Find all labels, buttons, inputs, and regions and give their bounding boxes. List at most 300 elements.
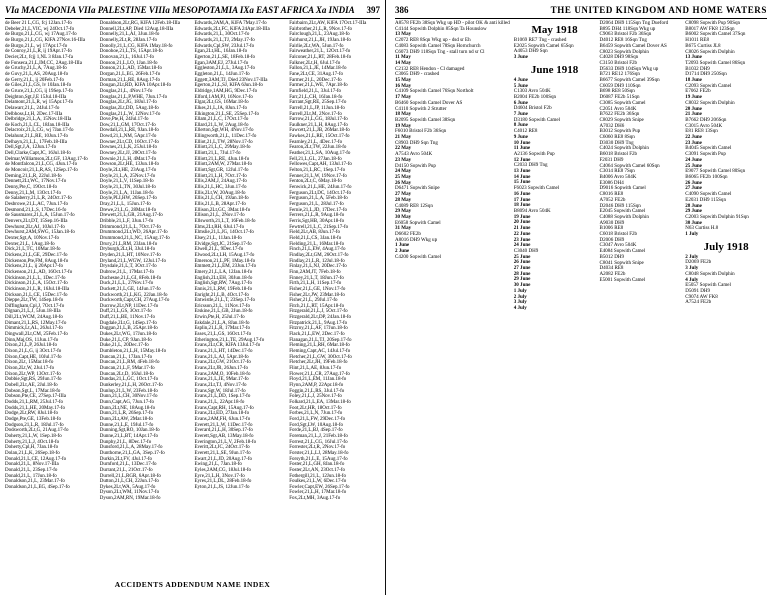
index-entry: Eskdale,21,L,A, 8Jan.18-fo [194, 320, 250, 326]
index-entry: Drimmond,21,L,L, 7Oct.17-fo [99, 224, 161, 230]
date-heading: 13 May [395, 31, 412, 38]
index-entry: Elms,2Lt,RH, 6Jul.17-fo [194, 224, 245, 230]
index-entry: Delacroix,21,L,CG, wj 7Jan.17-fo [5, 128, 74, 134]
accident-entry: C9063 Bristol F2b 36Sqn [599, 31, 652, 38]
index-entry: Doherty,21,L,J, 4Oct.18-fo [5, 439, 60, 445]
index-entry: Ellis,21,L,HC, 3Jun.17-fo [194, 185, 247, 191]
index-entry: Downey,2Lt,JJ, 20Oct.17-fo [99, 151, 157, 157]
page-number: 386 [395, 5, 409, 15]
accident-entry: A8016 DH9 Wkg up [395, 236, 438, 243]
accident-entry: B6002 Sopwith Camel 37Sqn [685, 31, 746, 38]
accident-entry: C2072 RE8 8Sqn Wkg up - dsd sr Eh [395, 37, 471, 44]
date-heading: 3 July [513, 299, 527, 306]
index-entry: Fowler,Capt,EW, 26Sep.17-fo [289, 484, 350, 490]
date-heading: 31 May [395, 225, 412, 232]
accident-entry: E2025 Sopwith Camel 65Sqn [513, 42, 574, 49]
date-heading: 28 June [513, 270, 531, 277]
index-entry: Finlay,21,L,NJ, 20Dec.17-fo [289, 264, 347, 270]
index-entry: Foster,2Lt,AN, 23Oct.17-fo [289, 467, 346, 473]
accident-entry: C2093 Sopwith Camel [685, 82, 732, 89]
date-heading: 30 May [395, 213, 412, 220]
accident-entry: B5012 DH9 [599, 253, 625, 260]
index-entry: Dunlop,21,L,W, 23Feb.18-fo [99, 388, 158, 394]
accident-entry: D5091 DH9 [685, 287, 711, 294]
index-entry: Dickinson,21,L,L, 1Dec.17-fo [5, 275, 66, 281]
index-entry: Dunne,21,L,BT, 14Apr.17-fo [99, 433, 158, 439]
index-entry: de Gruce,21,L,CG, ij 19Sep.17-fo [5, 88, 74, 94]
accident-entry: B2095 Sopwith Camel 38Sqn [395, 116, 456, 123]
index-entry: Downer,2Lt,CD, 16Oct.17-fo [99, 139, 159, 145]
index-entry: Dodge,Pte,GE, 13Feb.18-fo [5, 416, 61, 422]
accident-entry: C3047 Avro 504K [599, 242, 637, 249]
index-entry: Dove,Pte,H, 24Jul.17-fo [99, 117, 149, 123]
index-entry: Floyd,21,L,EM, 11Jan.18-fo [289, 377, 347, 383]
index-entry: Fairweather,21,L, 12Oct.17-fo [289, 49, 351, 55]
accident-entry: C6059 DH9 110Sqn [599, 82, 641, 89]
index-entry: Dixon,2Lt,W, 2Jul.17-fo [5, 366, 55, 372]
index-entry: Fallon,21,L,JE, 14Mar.18-fo [289, 66, 347, 72]
index-entry: Faulkner,21,L,H, 8Aug.17-fo [289, 122, 348, 128]
accident-column [685, 21, 767, 312]
index-entry: de Moncoir,21,L,R,AS, 12Sep.17-fo [5, 168, 78, 174]
accident-entry: C3085 Sopwith Camel [599, 99, 646, 106]
index-entry: de Gerry,21,L, ij 20Feb.17-fo [5, 77, 64, 83]
accident-column [395, 21, 510, 312]
index-entry: de Burgo,21,L, wj 17Apr.17-fo [5, 43, 68, 49]
index-entry: Dundas,21,L,GC, 1Oct.17-fo [99, 377, 159, 383]
date-heading: 16 May [395, 82, 412, 89]
index-entry: Fenton,2Lt,C, 6May.18-fo [289, 179, 342, 185]
index-entry: Emmett,21,L,EM, 23Jun.17-fo [194, 264, 257, 270]
date-heading: 8 June [513, 122, 528, 129]
index-entry: de Giles,21,L,GS, lv 10Jan.18-fo [5, 83, 72, 89]
accident-entry: C4064 Sopwith Camel 60Sqn [599, 162, 660, 169]
accident-entry: D3180 Sopwith Camel [513, 116, 560, 123]
accident-entry: B6677 Sopwith Camel 39Sqn [599, 77, 660, 84]
accident-entry: B6460 Sopwith Camel Dover AS [395, 99, 463, 106]
index-entry: Dow,21,L,GM, 17Oct.17-fo [99, 122, 156, 128]
accident-entry: A2136 Sopwith Pup [513, 150, 555, 157]
date-heading: 11 June [513, 145, 531, 152]
accident-entry: C3014 RE8 7Sqn [599, 168, 635, 175]
accident-entry: D4012 RE8 16Sqn Tng [599, 37, 647, 44]
index-entry: Eyres,21,L,DL, 28Feb.18-fo [194, 479, 252, 485]
page-footer: ACCIDENTS ADDENDUM NAME INDEX [114, 580, 271, 589]
index-entry: Elsey,21,L, 11Jan.18-fo [194, 235, 242, 241]
index-entry: Durrant,21,L, 21Oct.17-fo [99, 467, 153, 473]
date-heading: 30 June [685, 219, 702, 226]
index-entry: Delamont,21,L,R, wj 15Apr.17-fo [5, 100, 74, 106]
accident-entry: E9077 Sopwith Camel 80Sqn [685, 168, 746, 175]
index-entry: Egerton,21,L,SJ, KlFA 6Jun.18-fo [194, 83, 263, 89]
accident-entry: F6010 Bristol F2b 36Sqn [395, 128, 447, 135]
page-title: THE UNITED KINGDOM AND HOME WATERS [550, 5, 767, 15]
index-entry: Ellerton,Sgt,WH, 4Nov.17-fo [194, 128, 254, 134]
index-entry: Dolan,21,L,K, 26Sep.18-fo [5, 450, 60, 456]
index-entry: Dixon,2Lt, 15Mar.18-fo [5, 360, 54, 366]
accident-entry: C3040 DH9 [513, 247, 539, 254]
accident-entry: C2051 Avro 504K [599, 105, 637, 112]
index-entry: Drummond,21,L,NC, 15Aug.17-fo [99, 235, 170, 241]
index-entry: Doyle,PLI,HW, 26Sep.17-fo [99, 196, 157, 202]
index-entry: Fairclough,21,L, 23Aug.18-fo [289, 32, 350, 38]
index-entry: Edwards,2AM,A, KlFA 7May.17-fo [194, 21, 267, 26]
index-entry: Dunsford,21,L,A, 28May.17-fo [99, 445, 163, 451]
index-entry: Emery,21,L,LA, 12Jan.18-fo [194, 269, 253, 275]
date-heading: 22 June [513, 230, 531, 237]
accident-entry: C6060 RE8 8Sqn [599, 134, 635, 141]
index-entry: Forsyth,21,L,E, 15Aug.17-fo [289, 456, 348, 462]
index-entry: Enright,21,L,B, 4Oct.17-fo [194, 292, 249, 298]
index-entry: Ellingworth,21,L, 11Dec.17-fo [194, 134, 257, 140]
accident-entry: C3091 Sopwith Pup [685, 151, 726, 158]
accident-entry: E4084 Sopwith Camel [599, 248, 646, 255]
accident-entry: B7622 FE2b 36Sqn [599, 111, 640, 118]
index-entry: Flynn,2AM,P, 22Apr.18-fo [289, 383, 344, 388]
accident-entry: C1303 Avro 504K [513, 88, 551, 95]
index-entry: Eggleton,21,L, 14Jun.17-fo [194, 71, 250, 77]
index-entry: Dyson,2AM,RN, 19Mar.18-fo [99, 496, 161, 502]
date-heading: 15 May [395, 77, 412, 84]
index-entry: Doyle,21,L,A, 11Jan.18-fo [99, 190, 154, 196]
index-entry: de Beer 21 L,CG, fcj 12Jan.17-fo [5, 21, 72, 26]
date-heading: 24 May [395, 168, 412, 175]
index-entry: Duff,21,L,BE, 11Nov.17-fo [99, 315, 155, 321]
accident-entry: B895 DH4 118Sqn Wkg up [599, 25, 656, 32]
date-heading: 15 June [513, 179, 531, 186]
index-entry: Dutton,21,L,CH, 22Jun.17-fo [99, 479, 159, 485]
index-entry: Duncan,21,L,RM, 4Feb.18-fo [99, 360, 160, 366]
index-entry: Evans,2Lt,JR, 26Jun.17-fo [194, 366, 248, 372]
index-entry: Donaldson,21,L,EG, 4Sep.17-fo [5, 484, 70, 490]
index-entry: Flanagan,21,L,TJ, 20Sep.17-fo [289, 337, 352, 343]
index-entry: Farrow,21,L,GG, 18Jul.17-fo [289, 117, 348, 123]
index-entry: Edwards,21,L,TJ, 2May.17-fo [194, 37, 255, 43]
index-entry: Ellis,2AM,J, 24Aug.17-fo [194, 179, 247, 185]
accident-entry: N63 Curtiss H.8 [685, 225, 719, 232]
index-entry: Delawarr,21,L, 24Jul.17-fo [5, 105, 60, 111]
accident-entry: B8094 Avro 504K [513, 207, 551, 214]
index-entry: Decier,2Lt, fcjj 1,NL 3 8Jan.17-fa [5, 54, 73, 60]
index-entry: Dickens,21,L,GE, 29Dec.17-fo [5, 252, 68, 258]
index-entry: Evans,21,L,JE, 9Mar.17-fo [194, 377, 249, 383]
index-entry: Dyson,2Lt,WM, 11Nov.17-fo [99, 490, 160, 496]
index-entry: Ferguson,2Lt,DC, 14Oct.17-fo [289, 190, 351, 196]
index-entry: Desmond,21,L,S, 17Dec.16-fo [5, 207, 67, 213]
index-entry: Foreman,21,L,J, 21Feb.18-fo [289, 433, 348, 439]
index-entry: Farnfield,21,L, 3Jul.17-fo [289, 88, 342, 94]
index-entry: Ennis,21,L,RW, 19Feb.18-fo [194, 286, 253, 292]
index-entry: Dunkerley,21,L,H, 26Oct.17-fo [99, 383, 163, 388]
date-heading: 28 May [395, 196, 412, 203]
index-entry: Elvidge,Sgt,JC, 21Sep.17-fo [194, 241, 252, 247]
accident-entry: B675 Curtiss JL8 [685, 42, 721, 49]
date-heading: 29 June [685, 208, 702, 215]
index-entry: Dickenson,Pte,FM, 8Aug.18-fo [5, 258, 69, 264]
date-heading: 29 May [395, 208, 412, 215]
index-entry: Elliott,21,L, 7Jul.17-fo [194, 151, 241, 157]
index-entry: Essex,21,L,GS, 16Oct.17-fo [194, 332, 252, 338]
index-entry: Elliot,21,L,TW, 28Nov.17-fo [194, 139, 253, 145]
index-entry: Egan,2Lt,HL, 16Jan.18-fo [194, 49, 248, 55]
index-entry: Doyle,21,L,TN, 30Jul.18-fo [99, 185, 156, 191]
date-heading: 16 June [513, 190, 531, 197]
index-entry: Evans,2AM,FH, 6Jun.17-fo [194, 416, 251, 422]
index-entry: Duckworth,Capt,CH, 27Aug.17-fo [99, 298, 170, 304]
index-entry: Falkner,2Lt,H, 6Jul.17-fo [289, 60, 341, 66]
left-page [0, 0, 386, 595]
index-entry: Ellard,21,L,W, 2Aug.18-fo [194, 122, 249, 128]
accident-entry: D2006 DH9 [599, 236, 625, 243]
index-entry: Ericsson,21,L, 11Nov.17-fo [194, 303, 250, 309]
index-entry: English,2Lt,EH, 30Jun.18-fo [194, 275, 253, 281]
accident-entry: D4034 RE8 [599, 265, 624, 272]
index-entry: Elkes,21,L,JA, 8Jun.17-fo [194, 105, 247, 111]
right-accident-columns [395, 21, 767, 312]
index-entry: Durkin,2Lt,FV, 4Jul.17-fo [99, 456, 153, 462]
accident-entry: B1006 RE8 [599, 225, 624, 232]
index-entry: Foot,2Lt,HR, 18Oct.17-fo [289, 405, 342, 411]
index-entry: Finney,21,L,T, 18Jun.17-fo [289, 275, 344, 281]
accident-entry: A7032 DH6 [599, 122, 625, 129]
accident-entry: B721 RE12 176Sqn [599, 71, 640, 78]
index-entry: Fane,2Lt,CE, 31Aug.17-fo [289, 71, 343, 77]
date-heading: 3 June [513, 54, 528, 61]
date-heading: 22 May [395, 145, 412, 152]
index-entry: Field,2Lt,AB, 8Jun.17-fo [289, 230, 340, 236]
accident-entry: A7052 FE2b [599, 196, 626, 203]
index-entry: Drummond,2Lt,WD, 26Apr.17-fo [99, 230, 168, 236]
accident-entry: D6602 FE2b [395, 231, 421, 238]
index-entry: Folkard,21,L,EA, 13Mar.18-fo [289, 399, 351, 405]
index-entry: Dowson,2Lt,HE, 13Jun.18-fo [99, 162, 160, 168]
index-entry: Everitt,2Lt,JC, 24Oct.17-fo [194, 445, 250, 451]
accident-entry: C2003 Sopwith Dolphin 91Sqn [685, 213, 749, 220]
accident-entry: C4024 Sopwith Dolphin [599, 145, 649, 152]
accident-entry: C4110 Sopwith 2 Strutter [395, 105, 447, 112]
index-entry: Everett,21,L,W, 11Dec.17-fo [194, 422, 253, 428]
accident-entry: C4090 Sopwith Camel [685, 191, 732, 198]
index-entry: Dryburgh,2Lt,H, 3Jul.18-fo [99, 247, 156, 253]
index-entry: Fletcher,2Lt,JH, 19Feb.18-fo [289, 360, 348, 366]
date-heading: 24 June [513, 242, 531, 249]
date-heading: 3 July [685, 265, 699, 272]
index-entry: Donaldson,2Lt,RG, KlFA 12Feb.18-IIIa [99, 21, 180, 26]
index-entry: Foley,21,L,J, 25Nov.17-fo [289, 394, 342, 400]
index-entry: Evans,Capt,RH, 15Aug.17-fo [194, 405, 254, 411]
index-entry: Dickinson,21,L,R, 16Jul.18-IIIa [5, 286, 70, 292]
date-heading: 7 June [513, 111, 528, 118]
index-entry: Erwin,Pte,H, 25Jul.17-fo [194, 315, 245, 321]
index-entry: Doherty,Cpl,H, 7Jan.18-fo [5, 445, 59, 451]
index-entry: Flint,21,L,AE, 8Jun.17-fo [289, 366, 342, 372]
index-entry: Elwell,21,L, 9Dec.17-fo [194, 247, 244, 253]
index-entry: Elliott,Sgt,GR, 12Jul.17-fo [194, 168, 249, 174]
date-heading: 4 July [513, 304, 527, 311]
index-entry: Fowler,21,L,H, 17Mar.18-fo [289, 490, 347, 496]
index-entry: Elliott,21,L,C, 29May.18-fo [194, 145, 251, 151]
index-entry: Dickens,21,L, ij 20Apr.17-fo [5, 264, 64, 270]
accident-entry: C8048 Sopwith Dolphin [685, 270, 735, 277]
index-entry: Dobell,2Lt,AE, 2Jul.18-fo [5, 383, 58, 388]
accident-entry: H1011 RE8 [685, 37, 710, 44]
index-entry: Delahunt,21,L,RE, 10Jun.17-fo [5, 134, 69, 140]
date-heading: 19 June [513, 213, 531, 220]
index-entry: Dryland,21,L,WGW, 12Jul.17-fo [99, 258, 166, 264]
index-entry: Dodgson,21,L,R, 18Jul.17-fo [5, 422, 64, 428]
index-entry: Duff,21,L,GS, 3Oct.17-fo [99, 309, 152, 315]
accident-entry: D6087 FE2b 51Sqn [599, 94, 640, 101]
index-entry: Dimmick,Lt,AL, 26Jul.17-fo [5, 326, 63, 332]
date-heading: 23 June [685, 139, 702, 146]
accident-entry: C8023 Sopwith Dolphin [599, 48, 649, 55]
index-entry: Denny,21,L,M, 13Oct.17-fo [5, 190, 62, 196]
index-entry: Felton,21,L,RC, 1Sep.17-fo [289, 168, 346, 174]
index-entry: Foster,21,L,GH, 8Jan.18-fo [289, 462, 345, 468]
index-entry: Delbridge,21,L,A, 15Nov.18-IIIa [5, 117, 72, 123]
index-entry: Fleming,Capt,AC, 14Jul.17-fo [289, 349, 351, 355]
accident-entry: C8029 Sopwith Snipe [599, 116, 644, 123]
index-entry: Evans,21,L,AJ, 5Apr.18-fo [194, 354, 249, 360]
index-entry: Ferris,Sgt,HB, 30Apr.18-fo [289, 218, 345, 224]
index-entry: Fairhurst,21,L,JH, 19Jan.18-fo [289, 37, 351, 43]
index-entry: Evans,21,L,DD, 1Sep.17-fo [194, 394, 251, 400]
accident-column [599, 21, 681, 312]
index-entry: Dryden,21,L,HT, 10Nov.17-fo [99, 252, 161, 258]
index-entry: Drewe,21,L,G, 28Mar.18-fo [99, 207, 157, 213]
index-entry: Dunning,Sgt,RO, 10Jan.18-fo [99, 428, 160, 434]
index-entry: Drury,21,L,RM, 23Jan.18-fo [99, 241, 158, 247]
index-entry: Dobson,Sgt,L, 17Mar.18-fo [5, 388, 61, 394]
accident-entry: C4089 RE8 12Sqn [395, 202, 433, 209]
index-entry: Douglas,21,L, 4Nov.17-fo [99, 88, 153, 94]
index-entry: Forrester,2Lt,R, 2Nov.17-fo [289, 445, 346, 451]
index-entry: Duncan,21,L,F, 9Mar.17-fo [99, 366, 155, 372]
left-name-index-columns [5, 21, 380, 502]
date-heading: 26 May [395, 179, 412, 186]
date-heading: 1 July [513, 287, 527, 294]
index-entry: Dunn,Capt,AG, 7Jun.17-fo [99, 399, 155, 405]
date-heading: 13 June [685, 54, 702, 61]
index-entry: Elkington,21,L,SE, 25Sep.17-fo [194, 111, 259, 117]
index-entry: Delhayn,21,L,L, 17Feb.18-IIIa [5, 139, 67, 145]
index-entry: Edwards,2Lt,FC, KlFA 24Apr.18-IIIa [194, 26, 270, 32]
index-entry: Dick,21,L,TC, 10Mar.18-fo [5, 247, 61, 253]
index-entry: Elliott,2AM,W, 27Mar.18-fo [194, 162, 252, 168]
accident-entry: B1032 DH9 [685, 65, 710, 72]
index-entry: Ferguson,21,L, 28Jul.17-fo [289, 202, 344, 207]
index-entry: Douglas,21,L,P,WHE, 7Jun.17-fo [99, 94, 168, 100]
index-entry: Evans,21,L, 22Apr.18-fo [194, 399, 245, 405]
index-column [289, 21, 380, 502]
index-entry: Flower,21,L,CR, 27Aug.17-fo [289, 371, 350, 377]
index-entry: Denny,Pte,C, 19Oct.18-fo [5, 185, 58, 191]
index-entry: Eggett,3AM,TJ, Died 23Nov.17-IIIa [194, 77, 268, 83]
accident-entry: B7662 DH9 206Sqn [685, 116, 727, 123]
accident-entry: B3012 Sopwith Pup [599, 128, 641, 135]
accident-entry: D5633 DH9 104Sqn Wkg up [599, 65, 659, 72]
index-entry: Dewhurst,2AM,SWG, 15Jan.18-fo [5, 230, 75, 236]
date-heading: 6 June [513, 99, 528, 106]
index-entry: Downie,21,L,H, 4Mar.17-fo [99, 156, 157, 162]
accident-entry: E2045 Sopwith Camel [599, 208, 646, 215]
accident-entry: E6058 Sopwith Camel [395, 219, 441, 226]
index-entry: Ellam,21,L,C, 17Oct.17-fo [194, 117, 249, 123]
index-entry: Doyle,21,L,A, 25Nov.17-fo [99, 173, 156, 179]
index-entry: Fox,2Lt,MH, 3Aug.17-fo [289, 496, 341, 502]
index-entry: Ellison,2Lt,GC, 3Mar.18-fo [194, 207, 251, 213]
accident-entry: E81 RE8 13Sqn [685, 128, 718, 135]
index-entry: Dunn,21,L,CH, 30Nov.17-fo [99, 394, 158, 400]
accident-entry: C4200 Sopwith Camel [395, 253, 441, 260]
index-entry: Dewhurst,2Lt,AJ, 10Jul.17-fo [5, 224, 65, 230]
index-entry: Ellison,21,L, 2Nov.17-fo [194, 213, 245, 219]
index-entry: Drewett,21,L,GR, 21Aug.17-fo [99, 213, 163, 219]
index-entry: Forster,21,L,LJ, 28May.18-fo [289, 450, 349, 456]
index-entry: Douglas,2Lt,DD, 5Aug.18-fo [99, 105, 159, 111]
index-entry: Dell,Sgt,J,A, 12Jun.17-fo [5, 145, 57, 151]
date-heading: 27 June [513, 265, 531, 272]
index-entry: Duke,21,L,CP, 9Jan.18-fo [99, 337, 152, 343]
index-entry: Dorman,21,L,RE, 8Aug.17-fo [99, 77, 161, 83]
date-heading: 27 June [685, 185, 702, 192]
index-entry: Elliott,21,L,H, 7Oct.17-fo [194, 173, 247, 179]
index-entry: de Koch,21,L,CL, 18Jan.18-IIIa [5, 122, 70, 128]
index-entry: Fewtrell,21,L,C, 21Sep.17-fo [289, 224, 349, 230]
index-entry: Dykes,2Lt,WA, 5Aug.17-fo [99, 484, 156, 490]
left-page-header [5, 4, 380, 19]
index-entry: Ford,21,L,FW, 29Dec.17-fo [289, 416, 346, 422]
index-entry: Etherington,21,L,TE, 29Aug.17-fo [194, 337, 265, 343]
date-heading: 20 June [513, 219, 531, 226]
index-entry: Drysdale,21,L,T, 3Oct.17-fo [99, 264, 157, 270]
index-entry: Dunphy,21,L, 8Dec.17-fo [99, 439, 152, 445]
index-entry: Dinn,Maj,OS, 11Jun.17-fo [5, 337, 59, 343]
index-entry: Durnford,21,L, 13Dec.17-fo [99, 462, 157, 468]
index-entry: Feather,21,L,SA, 10Aug.17-fo [289, 151, 351, 157]
accident-entry: B6459 Sopwith Camel Dover AS [599, 42, 667, 49]
index-entry: Dumbleton,21,L,H, 15May.18-fo [99, 349, 167, 355]
date-heading: 26 June [513, 259, 531, 266]
index-entry: Dobbie,Sgt,RS, 29Jun.17-fo [5, 377, 62, 383]
index-entry: Ewart,21,L,JD, 20Aug.17-fo [194, 456, 252, 462]
index-entry: Dunn,2Lt,AW, 2Mar.18-fo [99, 416, 153, 422]
index-entry: Dubrow,21,L, 17Mar.17-fo [99, 269, 155, 275]
running-header: VIa MACEDONIA VIIa PALESTINE VIIIa MESOPOTAMIA IXa EAST AFRICA Xa INDIA [5, 5, 355, 15]
index-entry: Dexter,21,L, 1Aug.18-fo [5, 241, 55, 247]
accident-entry: E7062 FE2b [685, 88, 711, 95]
index-entry: Dickenson,21,L,AD, 16Oct.17-fo [5, 269, 73, 275]
index-entry: Downes,21,L,K, 25Jul.18-fo [99, 145, 157, 151]
index-entry: Egan,3AM,EJ, 27Jul.17-fo [194, 60, 249, 66]
accident-entry: A2082 FE2b [599, 270, 626, 277]
date-heading: 22 June [685, 134, 702, 141]
index-entry: Fletcher,21,L,GW, 30Oct.17-fo [289, 354, 352, 360]
index-entry: Douglas,21,L,W, 12Nov.17-fo [99, 111, 161, 117]
index-entry: Dixon,21,L,P, 26Jul.18-fo [5, 343, 57, 349]
date-heading: 2 July [513, 293, 527, 300]
index-entry: Fenner,21,L,W, 19Nov.17-fo [289, 173, 347, 179]
index-entry: Dowd,21,L,NM, 5Apr.17-fo [99, 134, 157, 140]
index-entry: Fisher,2Lt,JW, 23Mar.18-fo [289, 292, 345, 298]
index-entry: Elford,1AM,PJ, 16Nov.17-fo [194, 94, 253, 100]
date-heading: 1 June [395, 242, 410, 249]
accident-entry: E3086 DH4 [599, 179, 624, 186]
index-entry: Dobson,Pte,CE, 27Sep.17-IIIa [5, 394, 66, 400]
index-entry: Dodds,21,L,HE, 20May.17-fo [5, 405, 65, 411]
accident-entry: A7524 FE2b [685, 299, 712, 306]
index-entry: Elgar,2Lt,GS, 16Mar.18-fo [194, 100, 249, 106]
